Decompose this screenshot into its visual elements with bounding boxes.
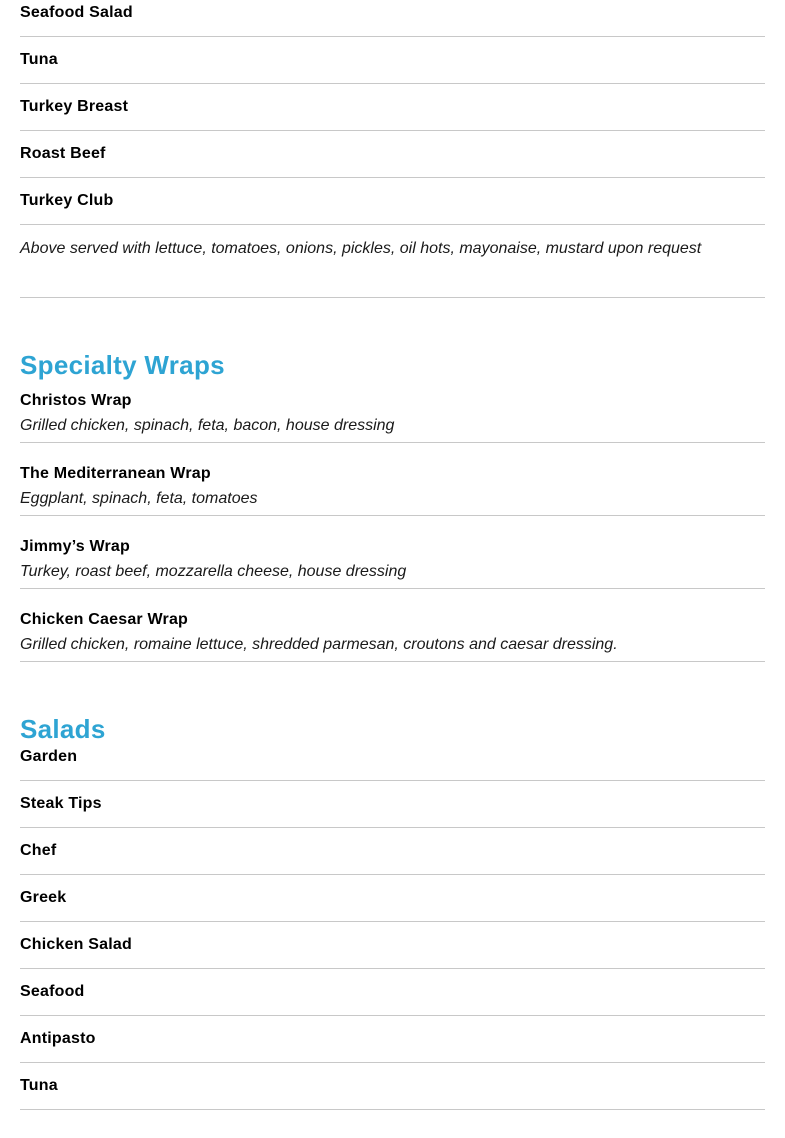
menu-item: [20, 744, 765, 781]
section-title-specialty-wraps: Specialty Wraps: [20, 350, 225, 380]
menu-item-name: Garden: [20, 748, 78, 765]
menu-item: [20, 781, 765, 828]
menu-item: [20, 131, 765, 178]
menu-item-name: Antipasto: [20, 1030, 96, 1047]
menu-item-description: Eggplant, spinach, feta, tomatoes: [20, 490, 258, 507]
menu-item-name: Turkey Club: [20, 192, 114, 209]
menu-item-name: Seafood: [20, 983, 85, 1000]
menu-item-name: Turkey Breast: [20, 98, 129, 115]
menu-item-name: The Mediterranean Wrap: [20, 465, 211, 482]
menu-item: [20, 969, 765, 1016]
menu-item: [20, 1016, 765, 1063]
menu-item: [20, 37, 765, 84]
menu-item: [20, 516, 765, 589]
menu-item-name: Christos Wrap: [20, 392, 132, 409]
menu-item: [20, 178, 765, 225]
menu-item: [20, 0, 765, 37]
menu-item-name: Greek: [20, 889, 67, 906]
menu-item-name: Tuna: [20, 51, 58, 68]
menu-item: [20, 380, 765, 443]
menu-item: [20, 828, 765, 875]
menu-item-description: Grilled chicken, romaine lettuce, shredded parmesan, croutons and caesar dressing.: [20, 636, 618, 653]
menu-item-name: Chef: [20, 842, 57, 859]
menu-page: [20, 0, 765, 1110]
salads-section: [20, 714, 765, 1110]
menu-item-name: Chicken Caesar Wrap: [20, 611, 189, 628]
menu-item-description: Turkey, roast beef, mozzarella cheese, house dressing: [20, 563, 407, 580]
menu-item-description: Grilled chicken, spinach, feta, bacon, house dressing: [20, 417, 395, 434]
menu-item-name: Seafood Salad: [20, 4, 133, 21]
sandwiches-section: [20, 0, 765, 298]
menu-item-name: Tuna: [20, 1077, 58, 1094]
menu-item-name: Roast Beef: [20, 145, 106, 162]
menu-item: [20, 443, 765, 516]
menu-item: [20, 589, 765, 662]
menu-item: [20, 84, 765, 131]
menu-item: [20, 875, 765, 922]
menu-item: [20, 922, 765, 969]
menu-item-name: Steak Tips: [20, 795, 102, 812]
section-title-salads: Salads: [20, 714, 106, 744]
menu-item-name: Jimmy’s Wrap: [20, 538, 131, 555]
menu-item-name: Chicken Salad: [20, 936, 132, 953]
menu-item: [20, 1063, 765, 1110]
wraps-section: [20, 350, 765, 662]
sandwiches-note: [20, 225, 765, 298]
sandwiches-note-text: Above served with lettuce, tomatoes, onions, pickles, oil hots, mayonaise, mustard upon request: [20, 240, 702, 257]
